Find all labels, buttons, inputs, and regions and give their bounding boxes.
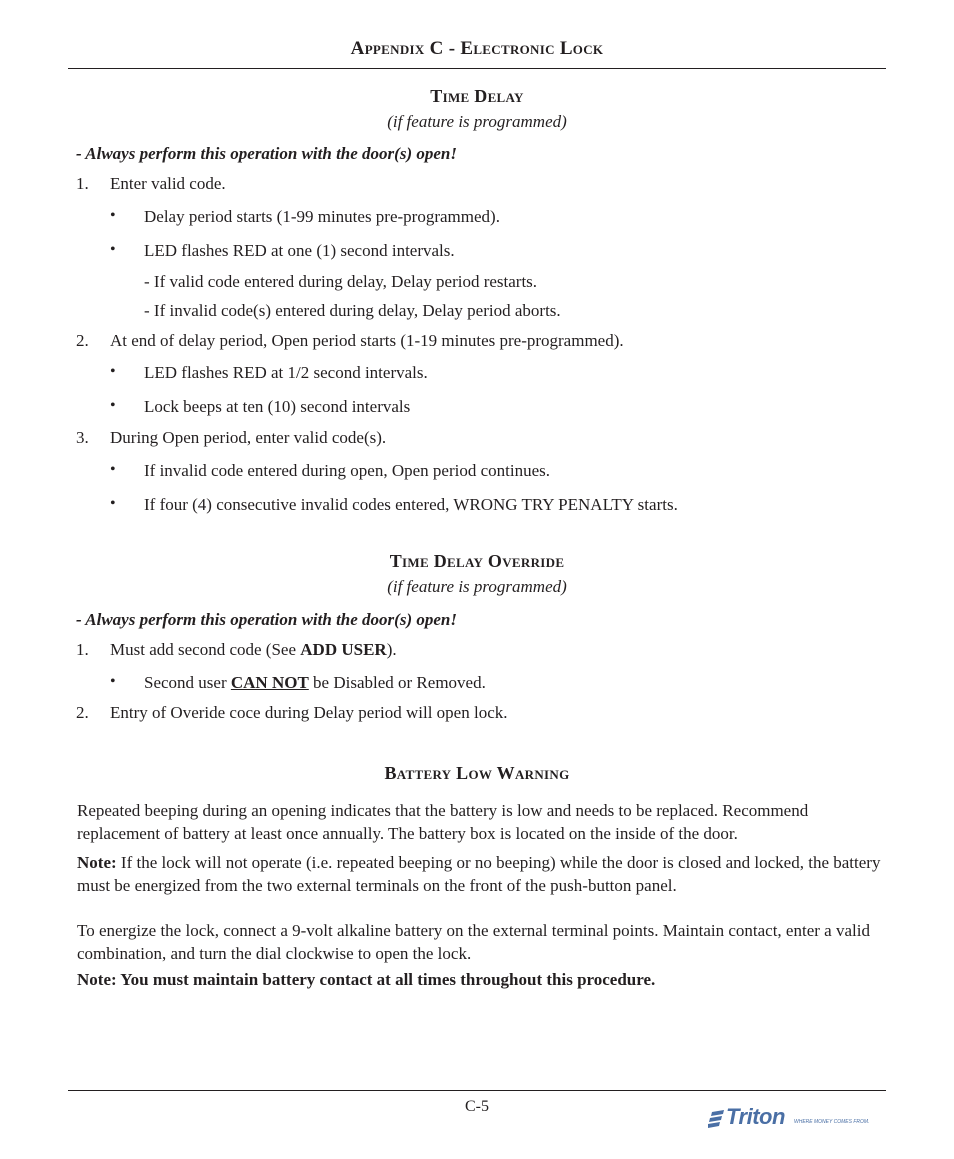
bullet-icon: • <box>110 495 116 512</box>
bullet-text <box>144 673 486 693</box>
step-text-part: ). <box>386 640 397 659</box>
bullet-icon: • <box>110 241 116 258</box>
sub-note: - If valid code entered during delay, Delay period restarts. <box>144 272 538 291</box>
bullet-icon: • <box>110 397 116 414</box>
step-text: Entry of Overide coce during Delay period will open lock. <box>110 703 508 722</box>
bullet-text: If invalid code entered during open, Open period continues. <box>144 461 550 480</box>
bullet-text: Lock beeps at ten (10) second intervals <box>144 397 411 416</box>
bullet-icon: • <box>110 207 116 224</box>
step-number: 2. <box>76 331 89 350</box>
bullet-icon: • <box>110 461 116 478</box>
note-text: If the lock will not operate (i.e. repeated beeping or no beeping) while the door is closed and locked, the battery must be energized from the two external terminals on the front of the push-button panel. <box>77 853 881 895</box>
logo-wordmark: Triton <box>726 1104 785 1129</box>
header-rule <box>68 68 886 69</box>
bullet-text: LED flashes RED at 1/2 second intervals. <box>144 363 428 382</box>
logo-tagline: WHERE MONEY COMES FROM. <box>794 1119 870 1125</box>
warning-text: - Always perform this operation with the door(s) open! <box>76 610 457 629</box>
bullet-icon: • <box>110 363 116 380</box>
bullet-text: Delay period starts (1-99 minutes pre-programmed). <box>144 207 500 226</box>
sub-note: - If invalid code(s) entered during delay, Delay period aborts. <box>144 301 561 320</box>
step-number: 3. <box>76 428 89 447</box>
battery-paragraph: Repeated beeping during an opening indicates that the battery is low and needs to be replaced. Recommend replacement of battery at least once annually. The battery box is located on the inside of the door. <box>77 801 809 843</box>
step-text <box>110 640 397 660</box>
bullet-text-part: be Disabled or Removed. <box>308 673 486 692</box>
note-label: Note: <box>77 853 117 872</box>
bullet-text: If four (4) consecutive invalid codes entered, WRONG TRY PENALTY starts. <box>144 495 678 514</box>
energize-paragraph: To energize the lock, connect a 9-volt alkaline battery on the external terminal points. Maintain contact, enter a valid combination, and turn the dial clockwise to open the lock. <box>77 921 870 963</box>
bullet-text-part: Second user <box>144 673 231 692</box>
add-user-ref: ADD USER <box>300 640 387 659</box>
triton-logo <box>708 1104 873 1134</box>
step-text: During Open period, enter valid code(s). <box>110 428 387 447</box>
section-subtitle: (if feature is programmed) <box>387 577 567 596</box>
step-number: 1. <box>76 174 89 193</box>
section-title-time-delay: Time Delay <box>430 86 524 106</box>
section-title-override: Time Delay Override <box>389 551 565 571</box>
battery-contact-note: Note: You must maintain battery contact at all times throughout this procedure. <box>77 970 656 989</box>
step-text: At end of delay period, Open period starts (1-19 minutes pre-programmed). <box>110 331 624 350</box>
footer-rule <box>68 1090 886 1091</box>
can-not-emphasis: CAN NOT <box>230 673 309 692</box>
page-header-title: Appendix C - Electronic Lock <box>350 38 604 59</box>
step-text: Enter valid code. <box>110 174 226 193</box>
page-number: C-5 <box>465 1098 489 1115</box>
bullet-icon: • <box>110 673 116 690</box>
step-number: 1. <box>76 640 89 659</box>
warning-text: - Always perform this operation with the door(s) open! <box>76 144 457 163</box>
bullet-text: LED flashes RED at one (1) second intervals. <box>144 241 455 260</box>
section-title-battery: Battery Low Warning <box>384 763 570 783</box>
step-number: 2. <box>76 703 89 722</box>
section-subtitle: (if feature is programmed) <box>387 112 567 131</box>
battery-note <box>77 851 887 897</box>
step-text-part: Must add second code (See <box>110 640 301 659</box>
